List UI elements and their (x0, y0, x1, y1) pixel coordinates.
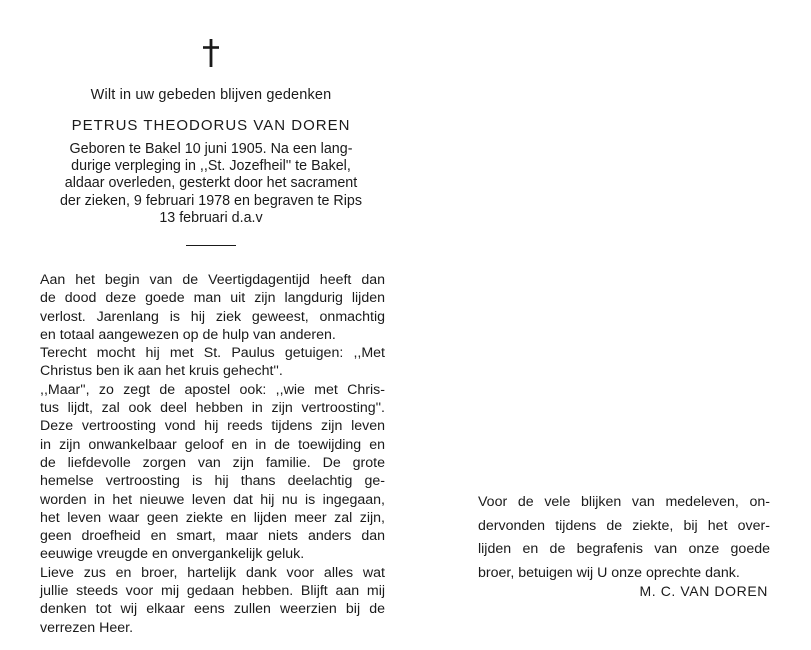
meditation-text (40, 271, 385, 637)
biography (30, 141, 392, 227)
text-line: verrezen Heer. (40, 619, 134, 636)
memorial-card-front (0, 0, 400, 650)
text-line: in zijn onwankelbaar geloof en in de toewijding en (40, 436, 385, 453)
text-line: eeuwige vreugde en onvergankelijk geluk. (40, 546, 305, 563)
bio-line: Geboren te Bakel 10 juni 1905. Na een lang- (69, 141, 353, 157)
bio-line: aldaar overleden, gesterkt door het sacrament (64, 175, 358, 192)
bio-line: durige verpleging in ,,St. Jozefheil'' te Bakel, (71, 158, 351, 175)
text-line: en totaal aangewezen op de hulp van anderen. (40, 326, 336, 343)
text-line: denken tot wij elkaar eens zullen weerzien bij de (40, 601, 385, 618)
thank-you-note (478, 491, 770, 585)
text-line: jullie steeds voor mij gedaan hebben. Blijft aan mij (40, 583, 385, 600)
text-line: Christus ben ik aan het kruis gehecht''. (40, 363, 283, 380)
prayer-line: Wilt in uw gebeden blijven gedenken (90, 87, 332, 103)
text-line: ,,Maar'', zo zegt de apostel ook: ,,wie met Chris- (40, 381, 385, 398)
text-line: Deze vertroosting vond hij reeds tijdens zijn leven (40, 418, 385, 435)
text-line: verlost. Jarenlang is hij ziek geweest, onmachtig (40, 308, 385, 325)
family-signature: M. C. VAN DOREN (639, 583, 768, 599)
text-line: geen droefheid en smart, maar niets anders dan (40, 528, 385, 545)
thanks-line: lijden en de begrafenis van onze goede (478, 541, 770, 557)
cross-icon (199, 38, 223, 68)
bio-line: 13 februari d.a.v (159, 209, 263, 226)
text-line: de liefdevolle zorgen van zijn familie. De grote (40, 454, 385, 471)
thanks-line: Voor de vele blijken van medeleven, on- (478, 494, 770, 510)
text-line: Lieve zus en broer, hartelijk dank voor alles wat (40, 564, 385, 581)
text-line: Terecht mocht hij met St. Paulus getuigen: ,,Met (40, 345, 385, 362)
text-line: worden in het nieuwe leven dat hij nu is ingegaan, (40, 491, 385, 508)
deceased-name: PETRUS THEODORUS VAN DOREN (71, 117, 351, 134)
bio-line: der zieken, 9 februari 1978 en begraven te Rips (59, 192, 362, 209)
text-line: tus lijdt, zal ook deel hebben in zijn vertroosting''. (40, 400, 385, 417)
thanks-line: dervonden tijdens de ziekte, bij het over- (478, 517, 770, 534)
text-line: hemelse vertroosting is hij thans deelachtig ge- (40, 473, 385, 490)
text-line: het leven waar geen ziekte en lijden meer zal zijn, (40, 509, 385, 526)
thanks-line: broer, betuigen wij U onze oprechte dank. (478, 564, 740, 581)
divider (186, 245, 236, 246)
text-line: Aan het begin van de Veertigdagentijd heeft dan (40, 272, 385, 288)
text-line: de dood deze goede man uit zijn langdurig lijden (40, 290, 385, 307)
